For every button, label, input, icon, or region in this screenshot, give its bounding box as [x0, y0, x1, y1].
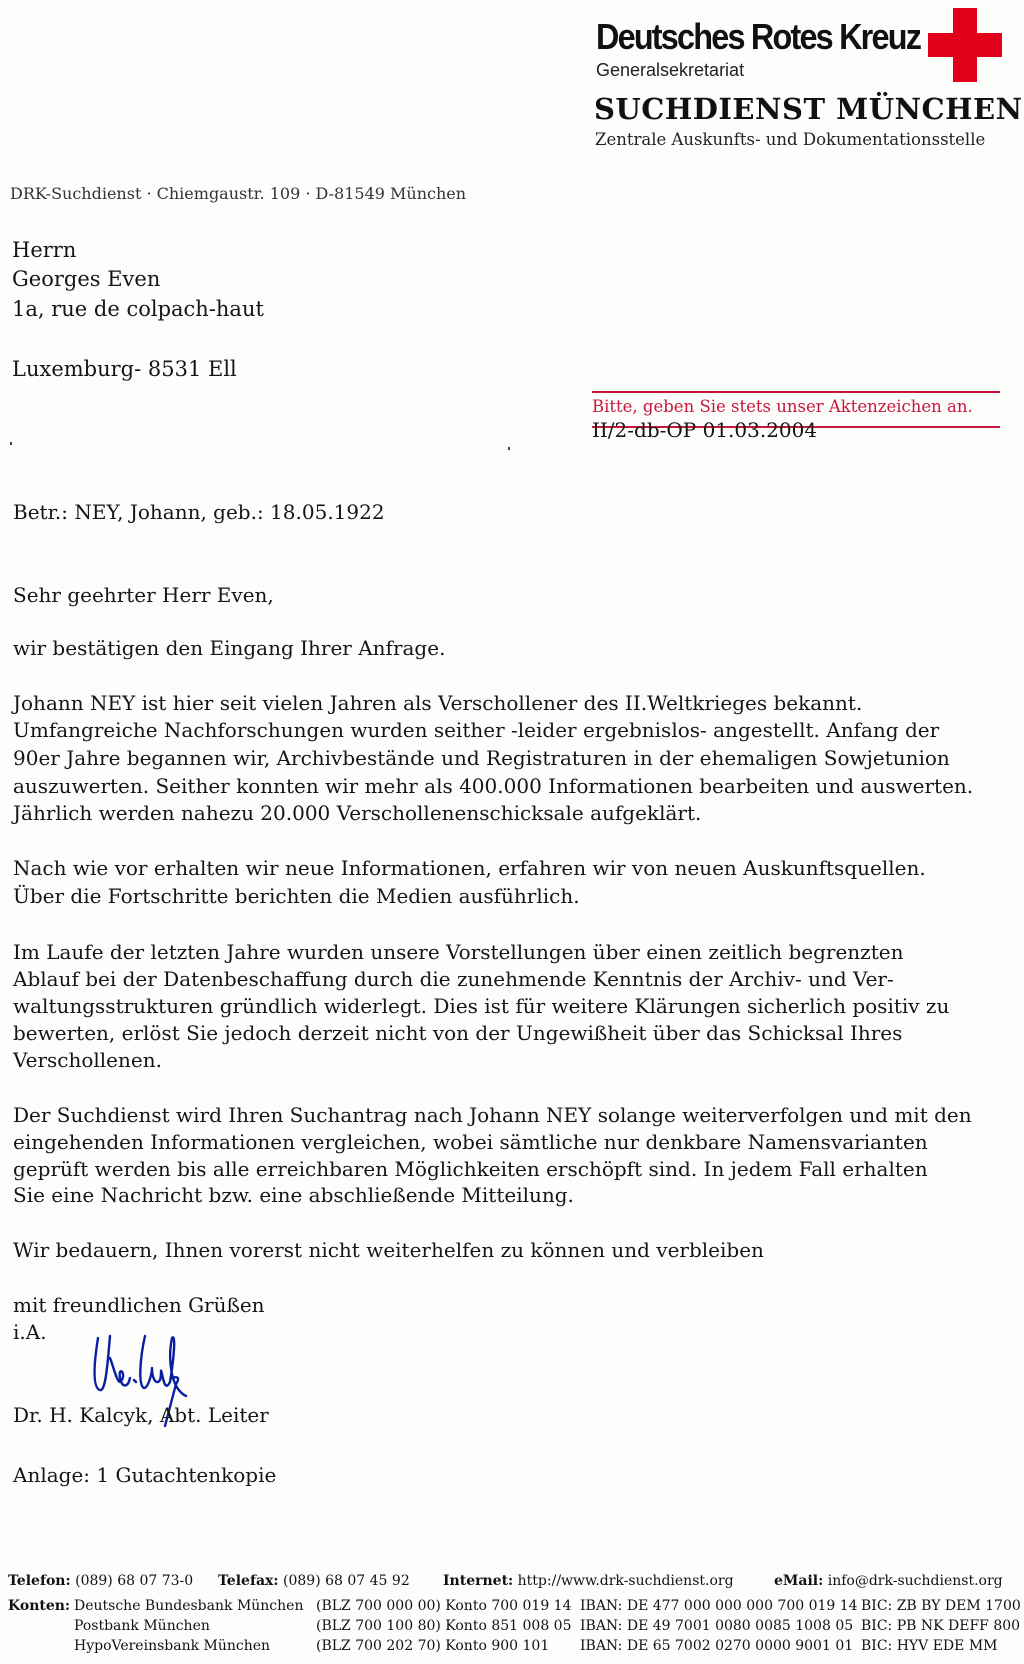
paragraph-line: Über die Fortschritte berichten die Medien ausführlich. — [13, 884, 580, 908]
accounts-label — [8, 1598, 70, 1614]
return-address: DRK-Suchdienst · Chiemgaustr. 109 · D-81549 München — [10, 184, 467, 203]
account-bic: BIC: PB NK DEFF 800 — [861, 1618, 1021, 1634]
paragraph-line: Sie eine Nachricht bzw. eine abschließende Mitteilung. — [13, 1183, 574, 1207]
contact-fax — [218, 1573, 410, 1589]
account-bic: BIC: ZB BY DEM 1700 — [861, 1598, 1021, 1614]
paragraph-line: Der Suchdienst wird Ihren Suchantrag nach Johann NEY solange weiterverfolgen und mit den — [13, 1103, 972, 1127]
paragraph-line: Umfangreiche Nachforschungen wurden seither -leider ergebnislos- angestellt. Anfang der — [13, 718, 940, 742]
enclosure-note: Anlage: 1 Gutachtenkopie — [13, 1463, 277, 1487]
paragraph-line: wir bestätigen den Eingang Ihrer Anfrage. — [13, 636, 446, 660]
contact-fax-label: Telefax: — [218, 1573, 279, 1589]
paragraph-line: Im Laufe der letzten Jahre wurden unsere Vorstellungen über einen zeitlich begrenzten — [13, 940, 904, 964]
account-blz: (BLZ 700 000 00) Konto 700 019 14 — [316, 1598, 572, 1614]
scan-speck — [10, 442, 12, 445]
closing-proxy: i.A. — [13, 1320, 47, 1344]
contact-internet-link[interactable]: http://www.drk-suchdienst.org — [517, 1573, 734, 1589]
recipient-city: Luxemburg- 8531 Ell — [12, 357, 237, 381]
reference-top-rule — [592, 391, 1000, 393]
contact-email — [774, 1573, 1003, 1589]
contact-internet-label: Internet: — [443, 1573, 514, 1589]
paragraph-line: bewerten, erlöst Sie jedoch derzeit nicht von der Ungewißheit über das Schicksal Ihres — [13, 1021, 903, 1045]
account-bic: BIC: HYV EDE MM — [861, 1638, 998, 1654]
account-iban: IBAN: DE 49 7001 0080 0085 1008 05 — [580, 1618, 854, 1634]
paragraph-line: waltungsstrukturen gründlich widerlegt. Dies ist für weitere Klärungen sicherlich positiv zu — [13, 994, 950, 1018]
paragraph-line: 90er Jahre begannen wir, Archivbestände und Registraturen in der ehemaligen Sowjetunion — [13, 746, 950, 770]
contact-email-link[interactable]: info@drk-suchdienst.org — [827, 1573, 1003, 1589]
paragraph-line: auszuwerten. Seither konnten wir mehr als 400.000 Informationen bearbeiten und auswerten. — [13, 774, 974, 798]
accounts-label-text: Konten: — [8, 1598, 71, 1614]
paragraph-line: Jährlich werden nahezu 20.000 Verschollenenschicksale aufgeklärt. — [13, 801, 702, 825]
recipient-name: Georges Even — [12, 267, 161, 291]
contact-phone-value: (089) 68 07 73-0 — [75, 1573, 194, 1589]
service-name: SUCHDIENST MÜNCHEN — [594, 92, 1023, 126]
contact-email-label: eMail: — [774, 1573, 824, 1589]
department-name: Generalsekretariat — [596, 60, 745, 80]
contact-fax-value: (089) 68 07 45 92 — [283, 1573, 410, 1589]
paragraph-line: Nach wie vor erhalten wir neue Informationen, erfahren wir von neuen Auskunftsquellen. — [13, 856, 926, 880]
scan-speck — [508, 447, 510, 450]
account-bank: Postbank München — [74, 1618, 210, 1634]
recipient-street: 1a, rue de colpach-haut — [12, 297, 264, 321]
contact-phone — [8, 1573, 193, 1589]
account-bank: Deutsche Bundesbank München — [74, 1598, 304, 1614]
paragraph-line: Wir bedauern, Ihnen vorerst nicht weiterhelfen zu können und verbleiben — [13, 1238, 764, 1262]
account-bank: HypoVereinsbank München — [74, 1638, 271, 1654]
subject-line: Betr.: NEY, Johann, geb.: 18.05.1922 — [13, 500, 385, 524]
paragraph-line: eingehenden Informationen vergleichen, wobei sämtliche nur denkbare Namensvarianten — [13, 1130, 928, 1154]
organization-name: Deutsches Rotes Kreuz — [596, 16, 921, 57]
signer-name: Dr. H. Kalcyk, Abt. Leiter — [13, 1403, 269, 1427]
reference-note: Bitte, geben Sie stets unser Aktenzeichen an. — [592, 397, 973, 416]
file-number: II/2-db-OP 01.03.2004 — [592, 418, 818, 442]
closing-regards: mit freundlichen Grüßen — [13, 1293, 265, 1317]
contact-internet — [443, 1573, 734, 1589]
account-iban: IBAN: DE 477 000 000 000 700 019 14 — [580, 1598, 858, 1614]
paragraph-line: geprüft werden bis alle erreichbaren Möglichkeiten erschöpft sind. In jedem Fall erhalten — [13, 1157, 928, 1181]
recipient-salutation: Herrn — [12, 238, 77, 262]
account-iban: IBAN: DE 65 7002 0270 0000 9001 01 — [580, 1638, 854, 1654]
service-subtitle: Zentrale Auskunfts- und Dokumentationsstelle — [595, 130, 986, 149]
account-blz: (BLZ 700 202 70) Konto 900 101 — [316, 1638, 550, 1654]
paragraph-line: Johann NEY ist hier seit vielen Jahren als Verschollener des II.Weltkrieges bekannt. — [13, 691, 863, 715]
paragraph-line: Ablauf bei der Datenbeschaffung durch die zunehmende Kenntnis der Archiv- und Ver- — [13, 967, 894, 991]
account-blz: (BLZ 700 100 80) Konto 851 008 05 — [316, 1618, 572, 1634]
contact-phone-label: Telefon: — [8, 1573, 71, 1589]
red-cross-icon — [928, 8, 1002, 82]
greeting: Sehr geehrter Herr Even, — [13, 583, 274, 607]
paragraph-line: Verschollenen. — [13, 1048, 162, 1072]
